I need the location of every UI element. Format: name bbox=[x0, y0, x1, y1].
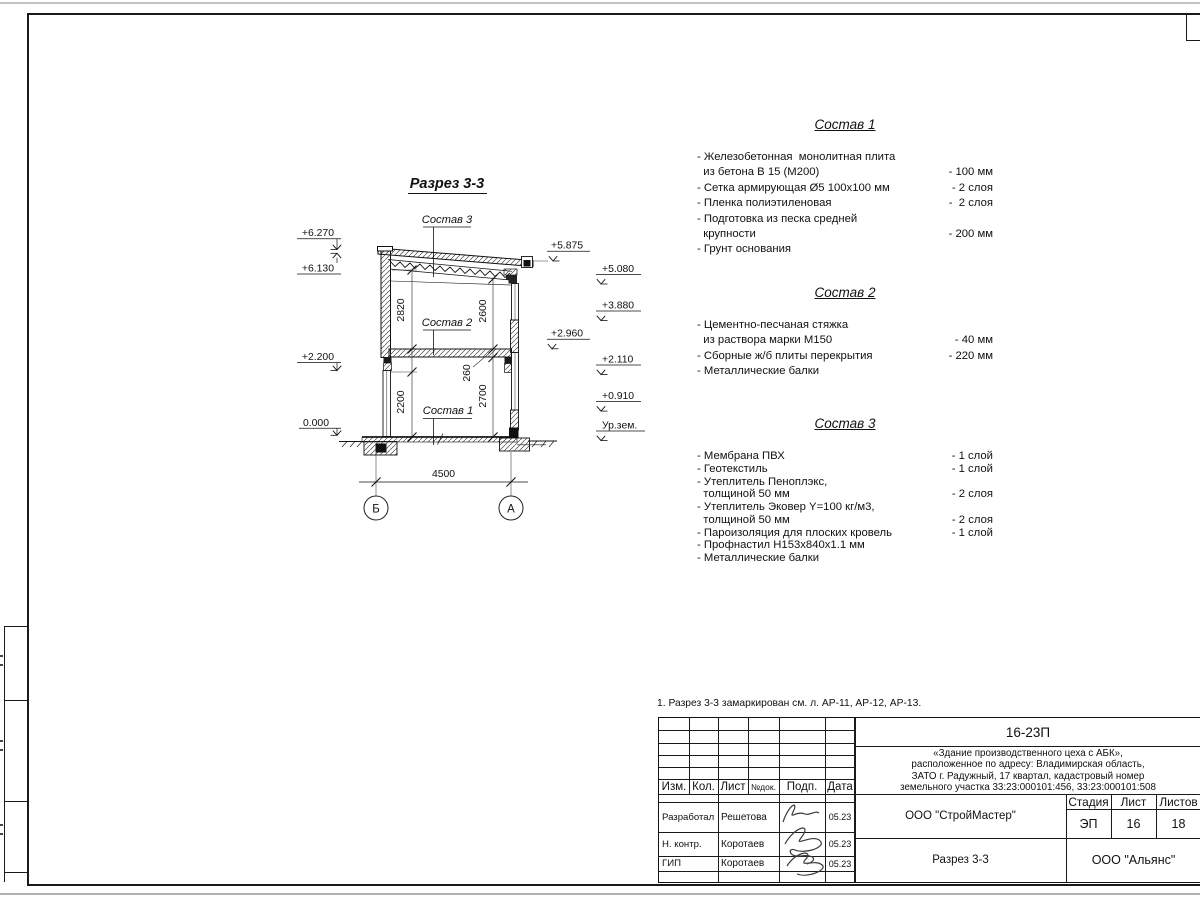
composition-1-title: Состав 1 bbox=[814, 117, 876, 132]
axis-b-label: Б bbox=[372, 503, 380, 516]
composition-3 bbox=[697, 416, 993, 565]
col-izm: Изм. bbox=[661, 781, 687, 793]
axis-a-label: А bbox=[507, 503, 515, 516]
label-sostav-1: Состав 1 bbox=[422, 405, 474, 417]
label-sostav-2: Состав 2 bbox=[421, 317, 473, 329]
list-item: - Мембрана ПВХ - 1 слой bbox=[697, 450, 993, 462]
dim-260-label: 260 bbox=[462, 364, 473, 382]
col-list: Лист bbox=[720, 781, 746, 793]
dim-2200-label: 2200 bbox=[396, 390, 407, 414]
drawing-labels bbox=[408, 176, 487, 445]
signature-mark bbox=[783, 805, 819, 822]
list-item: - Грунт основания bbox=[697, 243, 792, 256]
col-ndok: №док. bbox=[751, 782, 776, 792]
list-item: из раствора марки М150 - 40 мм bbox=[697, 334, 993, 347]
doc-number: 16-23П bbox=[1005, 724, 1051, 740]
col-podp: Подп. bbox=[786, 781, 818, 793]
list-item: - Сборные ж/б плиты перекрытия - 220 мм bbox=[697, 349, 993, 362]
list-item: - Сетка армирующая Ø5 100х100 мм - 2 слоя bbox=[697, 181, 993, 194]
stage-label: Стадия bbox=[1068, 794, 1109, 809]
row-date: 05.23 bbox=[828, 812, 852, 822]
sheet-title: Разрез 3-3 bbox=[932, 854, 989, 866]
list-item: - Пароизоляция для плоских кровель - 1 слой bbox=[697, 526, 993, 539]
row-date: 05.23 bbox=[828, 858, 852, 869]
elevation-6130: +6.130 bbox=[301, 263, 334, 275]
sheets-value: 18 bbox=[1171, 816, 1186, 831]
row-role: Разработал bbox=[662, 811, 715, 823]
elevation-0910: +0.910 bbox=[602, 391, 635, 402]
elevation-6270: +6.270 bbox=[301, 228, 334, 239]
elevation-ground-level: Ур.зем. bbox=[602, 420, 638, 432]
elevation-5080: +5.080 bbox=[602, 263, 635, 275]
row-name: Коротаев bbox=[721, 838, 765, 850]
list-item: - Пленка полиэтиленовая - 2 слоя bbox=[697, 197, 993, 210]
list-item: - Металлические балки bbox=[697, 552, 819, 564]
list-item: - Геотекстиль - 1 слой bbox=[697, 462, 993, 475]
list-item: крупности - 200 мм bbox=[697, 227, 993, 240]
elevation-0000: 0.000 bbox=[302, 417, 329, 429]
composition-3-title: Состав 3 bbox=[814, 416, 876, 431]
sheet-label: Лист bbox=[1120, 794, 1147, 809]
contractor-name: ООО "СтройМастер" bbox=[905, 810, 1016, 822]
row-date: 05.23 bbox=[828, 839, 852, 849]
signatures bbox=[777, 796, 827, 882]
signature-mark bbox=[787, 853, 823, 875]
list-item: - Металлические балки bbox=[697, 365, 819, 378]
row-name: Решетова bbox=[721, 811, 767, 823]
col-kol: Кол. bbox=[692, 781, 715, 793]
signature-mark bbox=[785, 828, 821, 864]
axis-dimension bbox=[359, 452, 528, 520]
row-name: Коротаев bbox=[721, 858, 765, 869]
sheet-value: 16 bbox=[1126, 816, 1141, 831]
project-description: «Здание производственного цеха с АБК», расположенное по адресу: Владимирская область, ЗАТО г. Радужный, 17 квартал, кадастровый номер земельного участка 33:23:000101:456, 33:23:000101:508 bbox=[900, 747, 1156, 793]
elevation-3880: +3.880 bbox=[602, 300, 635, 312]
roof bbox=[378, 248, 548, 285]
dim-2820-label: 2820 bbox=[396, 298, 407, 322]
sheets-label: Листов bbox=[1159, 794, 1198, 809]
list-item: - Подготовка из песка средней bbox=[697, 212, 858, 225]
list-item: - Утеплитель Пеноплэкс, bbox=[697, 475, 828, 488]
left-wall bbox=[378, 247, 393, 437]
sheet-note: 1. Разрез 3-3 замаркирован см. л. АР-11, АР-12, АР-13. bbox=[657, 698, 922, 709]
dim-2700-label: 2700 bbox=[478, 384, 489, 408]
label-sostav-3: Состав 3 bbox=[421, 214, 473, 226]
list-item: толщиной 50 мм - 2 слоя bbox=[697, 513, 993, 526]
company-name: ООО "Альянс" bbox=[1091, 853, 1176, 867]
list-item: - Железобетонная монолитная плита bbox=[697, 151, 896, 163]
stage-value: ЭП bbox=[1079, 816, 1098, 831]
composition-1 bbox=[697, 117, 993, 258]
list-item: - Цементно-песчаная стяжка bbox=[697, 319, 849, 331]
elevation-5875: +5.875 bbox=[551, 240, 584, 252]
elevation-2200: +2.200 bbox=[301, 352, 334, 363]
composition-2-title: Состав 2 bbox=[814, 285, 876, 300]
title-block bbox=[658, 717, 1200, 883]
col-data: Дата bbox=[827, 781, 853, 793]
list-item: толщиной 50 мм - 2 слоя bbox=[697, 488, 993, 501]
row-role: ГИП bbox=[662, 858, 681, 869]
section-title: Разрез 3-3 bbox=[409, 176, 485, 192]
elevation-2960: +2.960 bbox=[551, 328, 584, 340]
composition-2 bbox=[697, 285, 993, 380]
elevation-2110: +2.110 bbox=[602, 354, 634, 366]
list-item: из бетона В 15 (М200) - 100 мм bbox=[697, 166, 993, 179]
list-item: - Утеплитель Эковер Y=100 кг/м3, bbox=[697, 501, 875, 513]
row-role: Н. контр. bbox=[662, 838, 702, 850]
dim-4500-label: 4500 bbox=[431, 469, 456, 480]
dim-2600-label: 2600 bbox=[478, 299, 489, 323]
list-item: - Профнастил Н153х840х1.1 мм bbox=[697, 539, 865, 552]
